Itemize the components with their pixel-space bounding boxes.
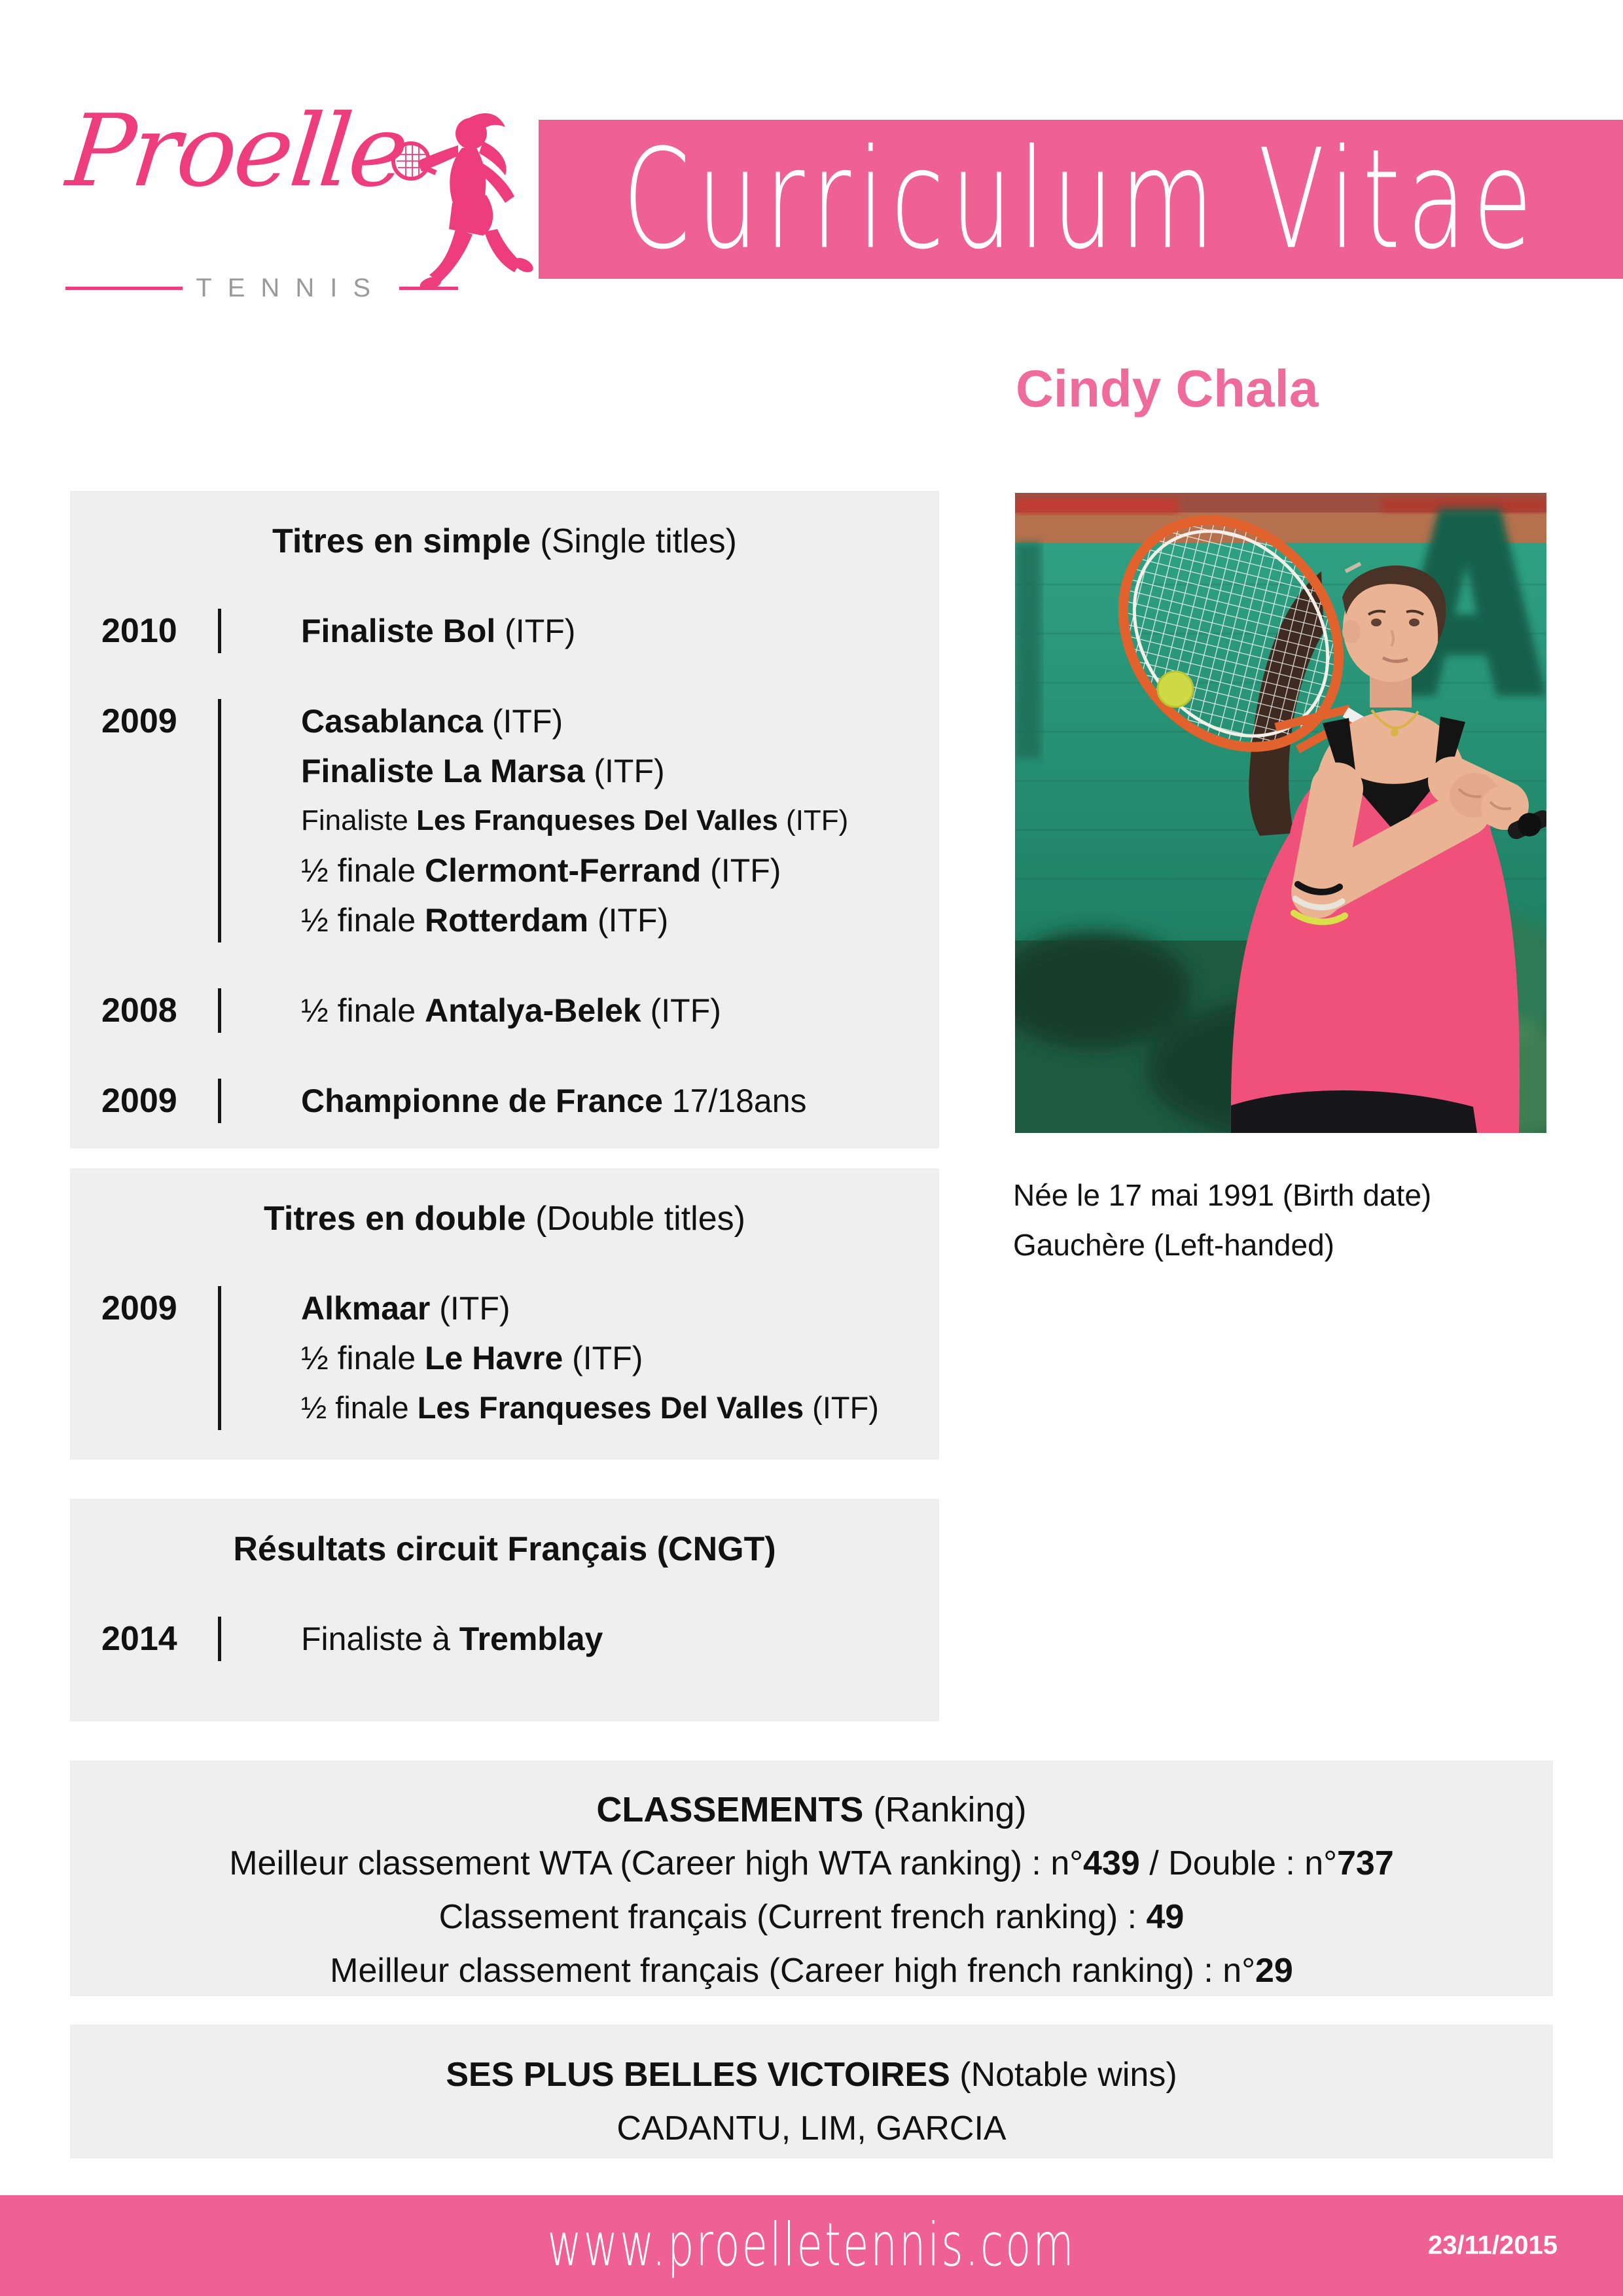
notable-wins-names: CADANTU, LIM, GARCIA bbox=[616, 2109, 1007, 2147]
ranking-line-wta: Meilleur classement WTA (Career high WTA ranking) : n°439 / Double : n°737 bbox=[229, 1844, 1394, 1882]
ranking-line-french-current: Classement français (Current french ranking) : 49 bbox=[438, 1898, 1185, 1936]
photo-caption bbox=[1013, 1170, 1431, 1270]
result-row bbox=[70, 1614, 939, 1664]
tennis-player-silhouette-icon bbox=[385, 99, 548, 296]
result-line: Finaliste La Marsa (ITF) bbox=[301, 753, 665, 789]
doubles-titles-box bbox=[70, 1168, 939, 1460]
year-label: 2009 bbox=[101, 702, 177, 740]
handedness: Gauchère (Left-handed) bbox=[1013, 1228, 1334, 1262]
result-line: Finaliste à Tremblay bbox=[301, 1621, 603, 1657]
birth-date: Née le 17 mai 1991 (Birth date) bbox=[1013, 1178, 1432, 1212]
title-banner bbox=[539, 120, 1623, 279]
doubles-box-title: Titres en double (Double titles) bbox=[264, 1200, 745, 1238]
singles-box-title: Titres en simple (Single titles) bbox=[272, 522, 737, 560]
year-label: 2010 bbox=[101, 612, 177, 650]
result-row bbox=[70, 1076, 939, 1126]
result-line: ½ finale Les Franqueses Del Valles (ITF) bbox=[301, 1390, 879, 1425]
footer-date: 23/11/2015 bbox=[1428, 2231, 1558, 2260]
logo-tennis-row bbox=[65, 274, 458, 303]
result-line: ½ finale Antalya-Belek (ITF) bbox=[301, 992, 721, 1029]
result-entries bbox=[221, 1614, 603, 1664]
year-label: 2009 bbox=[101, 1289, 177, 1327]
year-label: 2008 bbox=[101, 992, 177, 1030]
notable-wins-box bbox=[70, 2024, 1553, 2159]
french-circuit-box bbox=[70, 1499, 939, 1721]
result-line: Finaliste Bol (ITF) bbox=[301, 613, 576, 649]
result-row bbox=[70, 696, 939, 945]
footer-url: www.proelletennis.com bbox=[547, 2211, 1076, 2280]
result-entries bbox=[221, 1283, 879, 1433]
logo-right-rule bbox=[399, 287, 458, 290]
logo-left-rule bbox=[65, 287, 183, 290]
result-row bbox=[70, 606, 939, 656]
result-line: ½ finale Rotterdam (ITF) bbox=[301, 902, 669, 939]
french-circuit-title: Résultats circuit Français (CNGT) bbox=[233, 1530, 776, 1568]
result-line: Championne de France 17/18ans bbox=[301, 1083, 807, 1119]
singles-titles-box bbox=[70, 491, 939, 1149]
logo-subtitle: TENNIS bbox=[196, 274, 386, 302]
result-entries bbox=[221, 696, 848, 945]
result-line: Finaliste Les Franqueses Del Valles (ITF) bbox=[301, 804, 849, 836]
result-line: ½ finale Clermont-Ferrand (ITF) bbox=[301, 852, 781, 889]
result-row bbox=[70, 986, 939, 1035]
notable-wins-title: SES PLUS BELLES VICTOIRES (Notable wins) bbox=[446, 2056, 1177, 2094]
year-label: 2009 bbox=[101, 1082, 177, 1120]
page-title: Curriculum Vitae bbox=[622, 119, 1539, 279]
result-line: Casablanca (ITF) bbox=[301, 703, 563, 740]
brand-name: Proelle bbox=[62, 93, 412, 209]
footer-bar bbox=[0, 2195, 1623, 2296]
result-entries bbox=[221, 1076, 807, 1126]
result-row bbox=[70, 1283, 939, 1433]
ranking-line-french-best: Meilleur classement français (Career high french ranking) : n°29 bbox=[330, 1952, 1293, 1990]
result-entries bbox=[221, 606, 575, 656]
player-name: Cindy Chala bbox=[1016, 359, 1319, 418]
result-line: Alkmaar (ITF) bbox=[301, 1290, 510, 1327]
ranking-box bbox=[70, 1761, 1553, 1996]
proelle-tennis-logo bbox=[62, 93, 524, 308]
ranking-title: CLASSEMENTS (Ranking) bbox=[596, 1790, 1027, 1829]
player-photo bbox=[1015, 493, 1546, 1133]
result-line: ½ finale Le Havre (ITF) bbox=[301, 1340, 643, 1376]
result-entries bbox=[221, 986, 721, 1035]
year-label: 2014 bbox=[101, 1620, 177, 1658]
